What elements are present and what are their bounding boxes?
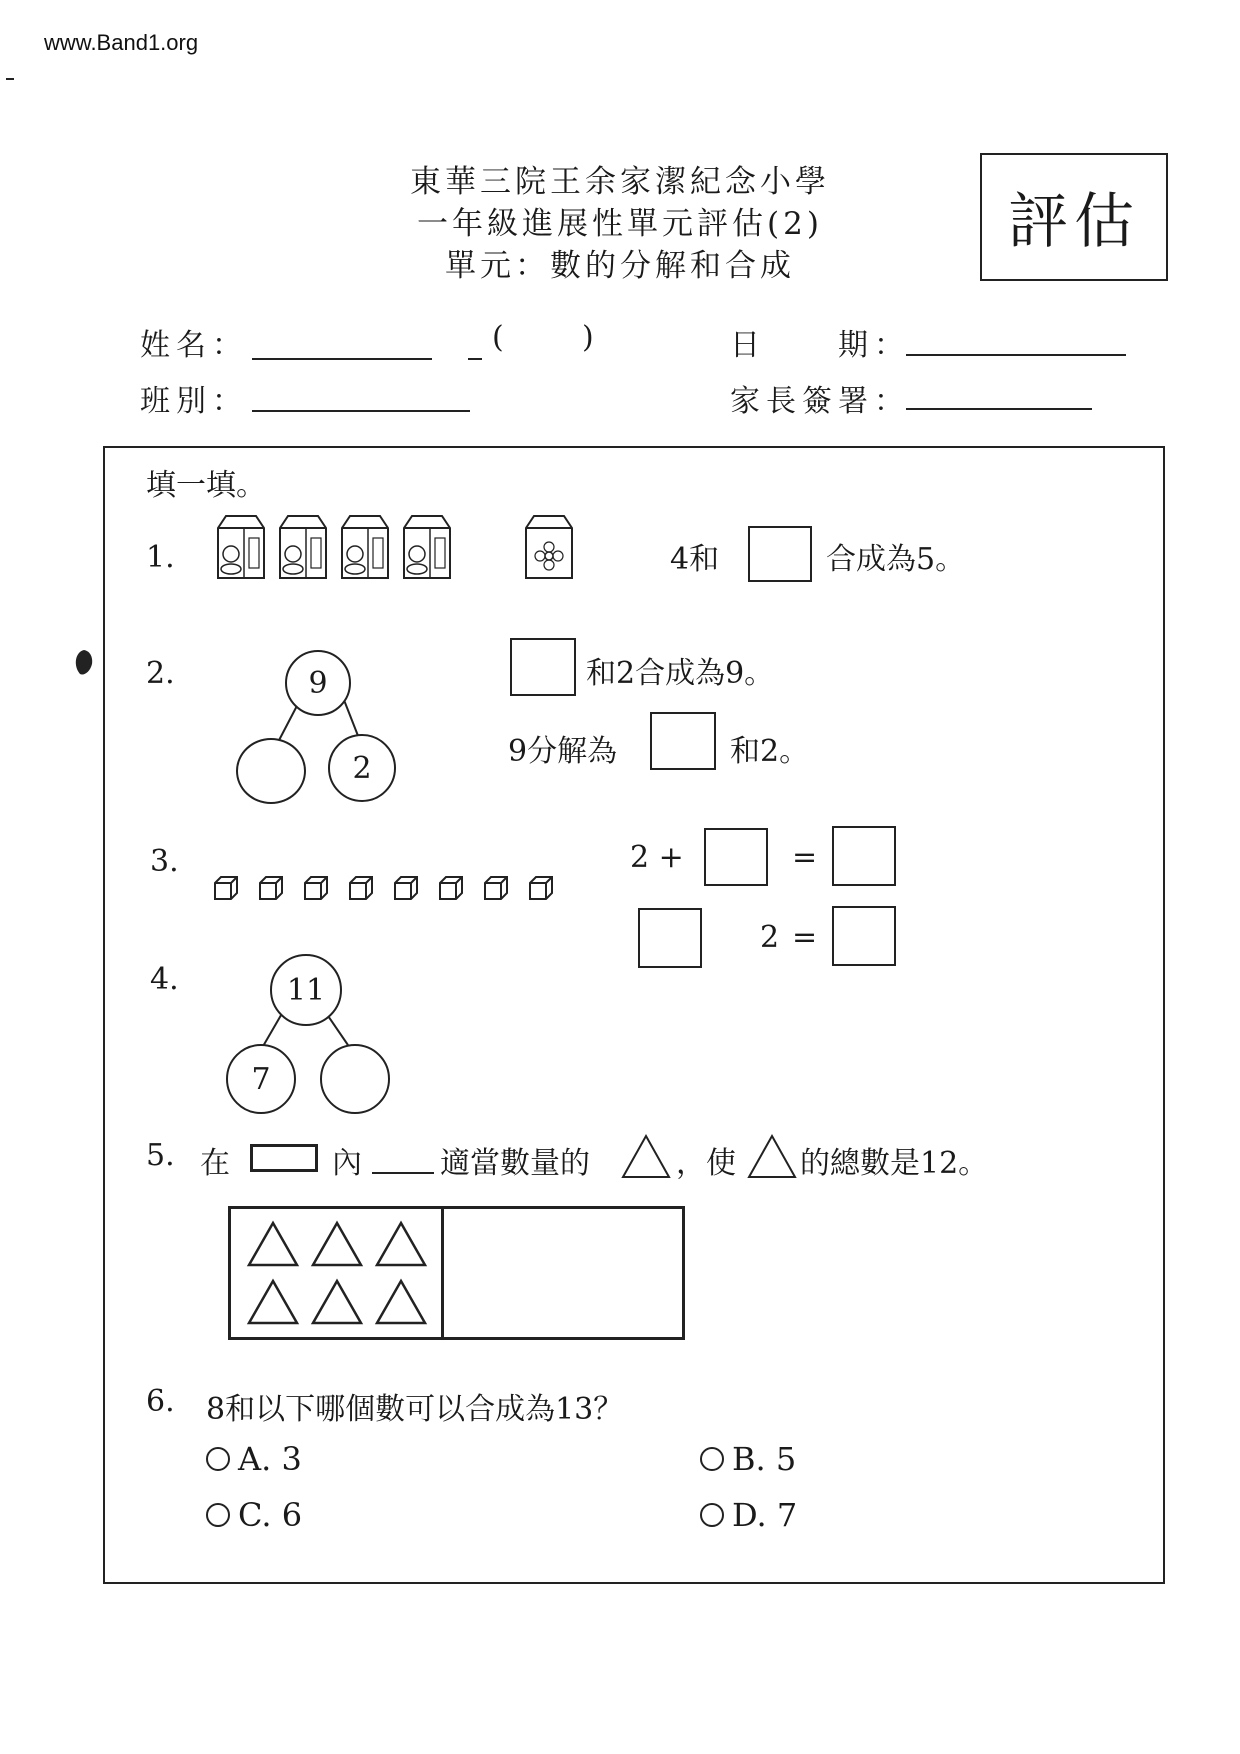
q6-option-d-label: D. 7 [732,1496,798,1534]
cube-icon [392,874,420,902]
q3-cubes [212,874,555,902]
q3-eq2-number: 2 [760,920,780,955]
name-field[interactable] [252,358,432,360]
q6-option-a-label: A. 3 [238,1440,302,1478]
q6-number: 6. [146,1384,175,1419]
q5-triangles [231,1209,441,1337]
radio-icon[interactable] [700,1447,724,1471]
date-label: 日 期： [730,328,910,363]
triangle-icon [746,1132,798,1180]
milk-carton-icon [400,514,454,580]
name-label: 姓名： [140,328,248,363]
class-label: 班別： [140,384,248,419]
section-title: 填一填。 [146,468,266,503]
q5-number: 5. [146,1138,175,1173]
radio-icon[interactable] [206,1447,230,1471]
q3-eq1-box-2[interactable] [832,826,896,886]
radio-icon[interactable] [206,1503,230,1527]
assessment-title: 一年級進展性單元評估(2) [417,206,823,242]
q6-option-b[interactable] [700,1440,796,1478]
date-field[interactable] [906,354,1126,356]
q6-option-c-label: C. 6 [238,1496,303,1534]
assessment-badge: 評估 [980,153,1168,281]
q3-eq1-equals: = [792,840,818,875]
cube-icon [437,874,465,902]
q6-option-b-label: B. 5 [732,1440,797,1478]
milk-carton-icon [276,514,330,580]
q4-number: 4. [150,962,179,997]
cube-icon [302,874,330,902]
q2-answer-box-2[interactable] [650,712,716,770]
cube-icon [482,874,510,902]
q4-bond-top: 11 [270,954,342,1026]
q6-option-c[interactable] [206,1496,302,1534]
q2-line1-text: 和2合成為9。 [586,656,775,691]
q3-eq2-box-1[interactable] [638,908,702,968]
q5-text-1: 在 [200,1146,230,1181]
q2-bond-left-blank[interactable] [236,738,306,804]
q2-line2-before: 9分解為 [508,734,618,769]
q2-line2-after: 和2。 [730,734,810,769]
q1-text-before: 4和 [670,542,720,577]
margin-mark [6,78,14,80]
q5-box-symbol [250,1144,318,1172]
q5-filled-box [228,1206,444,1340]
parent-signature-label: 家長簽署： [730,384,910,419]
q2-answer-box-1[interactable] [510,638,576,696]
triangle-icon [620,1132,672,1180]
class-field[interactable] [252,410,470,412]
cube-icon [212,874,240,902]
hole-punch-mark [70,648,98,678]
q3-number: 3. [150,844,179,879]
q1-text-after: 合成為5。 [826,542,966,577]
q3-eq1-left: 2 + [630,840,684,875]
parent-signature-field[interactable] [906,408,1092,410]
site-url: www.Band1.org [44,30,199,55]
q6-option-d[interactable] [700,1496,797,1534]
q3-eq2-equals: = [792,920,818,955]
q1-milk-cartons [214,514,454,580]
cube-icon [257,874,285,902]
q1-answer-box[interactable] [748,526,812,582]
q3-eq1-box-1[interactable] [704,828,768,886]
milk-carton-icon [338,514,392,580]
radio-icon[interactable] [700,1503,724,1527]
q5-text-3: 適當數量的 [440,1146,590,1181]
q6-option-a[interactable] [206,1440,302,1478]
class-number-open: ( [492,320,510,355]
q5-text-5: 的總數是12。 [800,1146,989,1181]
cube-icon [347,874,375,902]
q5-text-4: ，使 [676,1146,736,1181]
milk-carton-icon [214,514,268,580]
q2-bond-right: 2 [328,734,396,802]
q5-text-2: 內 [332,1146,362,1181]
name-field-tail [468,358,482,360]
q5-blank-line [372,1172,434,1174]
class-number-close: ) [582,320,600,355]
q4-bond-left: 7 [226,1044,296,1114]
unit-title: 單元：數的分解和合成 [445,248,795,284]
q1-number: 1. [146,540,175,575]
q6-question: 8和以下哪個數可以合成為13？ [206,1392,624,1427]
q2-bond-top: 9 [285,650,351,716]
q2-number: 2. [146,656,175,691]
school-name: 東華三院王余家潔紀念小學 [410,164,830,200]
q4-bond-right-blank[interactable] [320,1044,390,1114]
cube-icon [527,874,555,902]
q5-answer-box[interactable] [441,1206,685,1340]
q3-eq2-box-2[interactable] [832,906,896,966]
flower-carton-icon [522,514,576,580]
